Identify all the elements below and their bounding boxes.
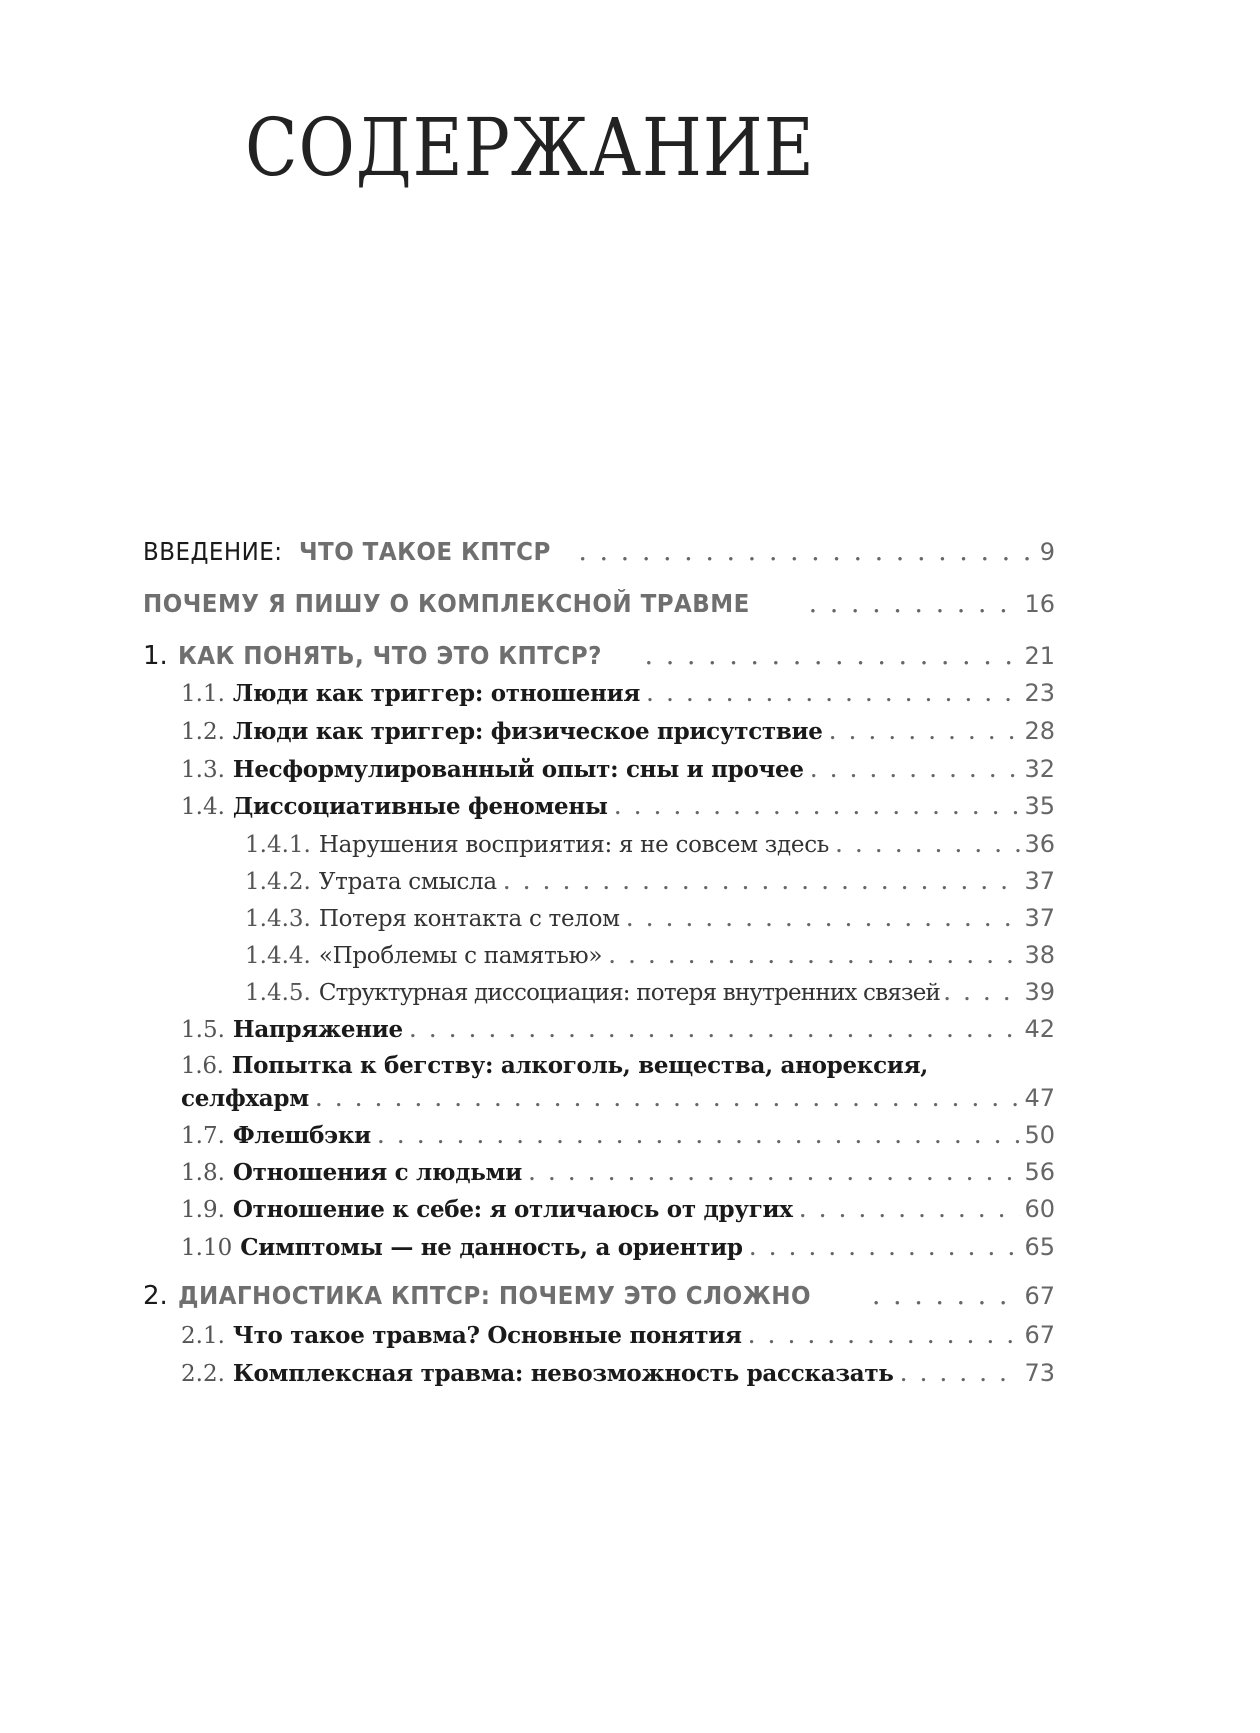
toc-entry-1-9[interactable] <box>181 1194 1055 1223</box>
toc-entry-title-line-1: Попытка к бегству: алкоголь, вещества, анорексия, <box>231 1052 928 1079</box>
toc-page-number: 21 <box>1024 642 1055 670</box>
toc-entry-1-6-line-1[interactable] <box>181 1052 928 1079</box>
toc-entry-chapter-1[interactable] <box>143 640 1055 671</box>
toc-page-number: 32 <box>1024 755 1055 783</box>
toc-section-number: 1.9. <box>181 1197 225 1223</box>
toc-entry-title: Люди как триггер: отношения <box>232 680 641 707</box>
toc-page-number: 23 <box>1024 679 1055 707</box>
toc-entry-1-5[interactable] <box>181 1014 1055 1043</box>
toc-section-number: 1.6. <box>181 1053 224 1079</box>
toc-page-number: 67 <box>1024 1282 1055 1310</box>
toc-entry-2-1[interactable] <box>181 1320 1055 1349</box>
dot-leader <box>799 1194 1021 1223</box>
toc-section-number: 1.7. <box>181 1123 225 1149</box>
toc-entry-1-4-2[interactable] <box>245 866 1055 895</box>
toc-subsection-number: 1.4.1. <box>245 832 311 858</box>
toc-page-number: 28 <box>1024 717 1055 745</box>
dot-leader <box>578 536 1035 567</box>
toc-subsection-number: 1.4.3. <box>245 906 311 932</box>
toc-entry-1-4[interactable] <box>181 791 1055 820</box>
dot-leader <box>810 754 1021 783</box>
toc-page-number: 42 <box>1024 1015 1055 1043</box>
toc-section-number: 1.5. <box>181 1017 225 1043</box>
toc-entry-title: Утрата смысла <box>318 869 497 895</box>
toc-page-number: 73 <box>1024 1359 1055 1387</box>
dot-leader <box>315 1083 1021 1112</box>
toc-entry-title: Флешбэки <box>232 1122 371 1149</box>
toc-entry-1-3[interactable] <box>181 754 1055 783</box>
dot-leader <box>829 716 1021 745</box>
toc-entry-title: КАК ПОНЯТЬ, ЧТО ЭТО КПТСР? <box>177 641 602 670</box>
dot-leader <box>614 791 1021 820</box>
toc-entry-1-4-4[interactable] <box>245 940 1055 969</box>
toc-section-number: 1.10 <box>181 1235 233 1261</box>
dot-leader <box>809 588 1021 619</box>
toc-entry-1-1[interactable] <box>181 678 1055 707</box>
toc-page-number: 16 <box>1024 590 1055 618</box>
toc-subsection-number: 1.4.2. <box>245 869 311 895</box>
dot-leader <box>900 1358 1021 1387</box>
toc-entry-title: Симптомы — не данность, а ориентир <box>240 1234 743 1261</box>
toc-entry-1-4-3[interactable] <box>245 903 1055 932</box>
toc-entry-prefix: ВВЕДЕНИЕ: <box>143 537 283 566</box>
toc-page-number: 56 <box>1024 1158 1055 1186</box>
toc-section-number: 2.2. <box>181 1361 225 1387</box>
toc-entry-2-2[interactable] <box>181 1358 1055 1387</box>
toc-entry-1-2[interactable] <box>181 716 1055 745</box>
toc-entry-title: Напряжение <box>232 1016 403 1043</box>
toc-entry-introduction[interactable] <box>143 536 1055 567</box>
toc-page-number: 60 <box>1024 1195 1055 1223</box>
toc-entry-title: Диссоциативные феномены <box>232 793 608 820</box>
dot-leader <box>943 977 1020 1006</box>
toc-entry-title: ПОЧЕМУ Я ПИШУ О КОМПЛЕКСНОЙ ТРАВМЕ <box>143 589 750 618</box>
dot-leader <box>872 1280 1021 1311</box>
toc-entry-title: Потеря контакта с телом <box>318 906 620 932</box>
toc-entry-title: ЧТО ТАКОЕ КПТСР <box>298 537 551 566</box>
toc-entry-why-i-write[interactable] <box>143 588 1055 619</box>
toc-entry-1-8[interactable] <box>181 1157 1055 1186</box>
dot-leader <box>748 1320 1021 1349</box>
toc-entry-title: ДИАГНОСТИКА КПТСР: ПОЧЕМУ ЭТО СЛОЖНО <box>177 1281 811 1310</box>
dot-leader <box>749 1232 1021 1261</box>
toc-page-number: 35 <box>1024 792 1055 820</box>
toc-page-number: 37 <box>1024 867 1055 895</box>
dot-leader <box>835 829 1020 858</box>
toc-section-number: 1.4. <box>181 794 225 820</box>
toc-entry-title-line-2: селфхарм <box>181 1085 309 1112</box>
toc-entry-title: Люди как триггер: физическое присутствие <box>232 718 823 745</box>
toc-entry-1-4-5[interactable] <box>245 977 1055 1006</box>
toc-section-number: 1.3. <box>181 757 225 783</box>
toc-entry-1-10[interactable] <box>181 1232 1055 1261</box>
toc-chapter-number: 2. <box>143 1281 168 1311</box>
toc-entry-title: Что такое травма? Основные понятия <box>232 1322 742 1349</box>
toc-page-number: 9 <box>1039 538 1055 566</box>
toc-page-number: 37 <box>1024 904 1055 932</box>
toc-page-number: 65 <box>1024 1233 1055 1261</box>
toc-section-number: 1.8. <box>181 1160 225 1186</box>
toc-entry-title: Структурная диссоциация: потеря внутренних связей <box>318 980 941 1006</box>
dot-leader <box>528 1157 1020 1186</box>
toc-page-number: 67 <box>1024 1321 1055 1349</box>
toc-section-number: 1.1. <box>181 681 225 707</box>
toc-entry-title: Отношение к себе: я отличаюсь от других <box>232 1196 793 1223</box>
toc-entry-title: «Проблемы с памятью» <box>318 943 603 969</box>
dot-leader <box>626 903 1021 932</box>
toc-page-number: 50 <box>1024 1121 1055 1149</box>
toc-entry-chapter-2[interactable] <box>143 1280 1055 1311</box>
toc-entry-title: Нарушения восприятия: я не совсем здесь <box>318 832 830 858</box>
toc-entry-1-7[interactable] <box>181 1120 1055 1149</box>
toc-entry-title: Несформулированный опыт: сны и прочее <box>232 756 804 783</box>
toc-page-number: 38 <box>1024 941 1055 969</box>
dot-leader <box>646 678 1020 707</box>
toc-entry-1-6-line-2[interactable] <box>181 1083 1055 1112</box>
toc-section-number: 2.1. <box>181 1323 225 1349</box>
toc-section-number: 1.2. <box>181 719 225 745</box>
toc-page-number: 47 <box>1024 1084 1055 1112</box>
toc-subsection-number: 1.4.4. <box>245 943 311 969</box>
toc-page-number: 36 <box>1024 830 1055 858</box>
toc-subsection-number: 1.4.5. <box>245 980 311 1006</box>
dot-leader <box>377 1120 1021 1149</box>
toc-entry-title: Комплексная травма: невозможность рассказать <box>232 1360 894 1387</box>
toc-chapter-number: 1. <box>143 641 168 671</box>
toc-entry-title: Отношения с людьми <box>232 1159 522 1186</box>
toc-page-number: 39 <box>1024 978 1055 1006</box>
dot-leader <box>645 640 1021 671</box>
dot-leader <box>503 866 1021 895</box>
dot-leader <box>409 1014 1021 1043</box>
toc-entry-1-4-1[interactable] <box>245 829 1055 858</box>
page-title: СОДЕРЖАНИЕ <box>245 101 815 194</box>
dot-leader <box>608 940 1020 969</box>
